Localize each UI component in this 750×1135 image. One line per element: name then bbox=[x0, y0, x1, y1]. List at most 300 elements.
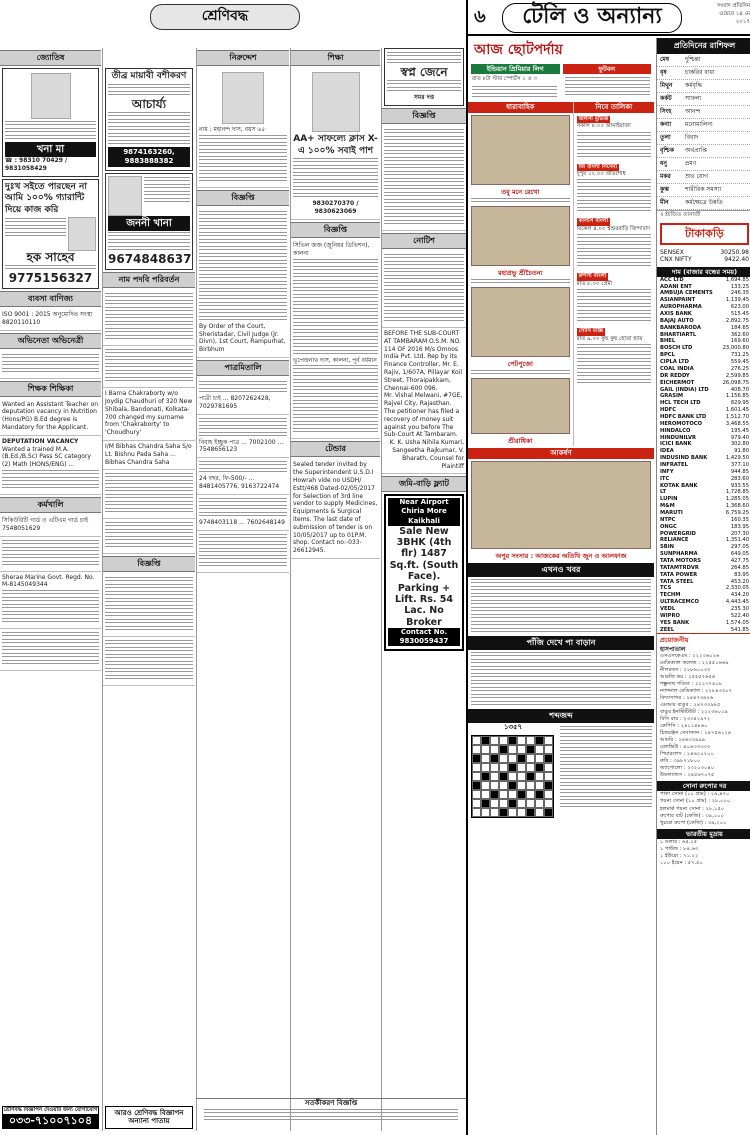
stock-price: 297.05 bbox=[730, 544, 749, 551]
stock-row bbox=[657, 448, 750, 455]
helpline-row: রুবি : ৩৯৮৭১৮০০ bbox=[660, 758, 701, 765]
currency-rate-row: ১ ইউরো : ৭১.২২ bbox=[660, 852, 699, 859]
serials-bar: ধারাবাহিক bbox=[468, 102, 573, 113]
stock-row bbox=[657, 496, 750, 503]
currency-rate-row: ১০০ ইয়েন : ৫৭.৫০ bbox=[660, 859, 703, 866]
matrimony-ad-1-text: পাত্রী চাই ... 8207262428, 7029781695 bbox=[199, 394, 271, 410]
serial-caption-4: শ্রীরাধিকা bbox=[508, 437, 533, 446]
legal-notice-ad-1[interactable] bbox=[382, 251, 466, 328]
helpline-row: বিদ্যাসাগর : ২৪৪৭৩৬২৬ bbox=[660, 695, 714, 702]
stock-price: 377.10 bbox=[730, 461, 749, 468]
name-change-ad-4[interactable]: I/M Bibhas Chandra Saha S/o Lt. Bishnu Pada Saha ... Bibhas Chandra Saha bbox=[103, 441, 195, 470]
helpline-row: অ্যাপোলো : ২৩২০৩০৪০ bbox=[660, 765, 715, 772]
stock-price: 1,574.05 bbox=[725, 619, 749, 626]
education-phone: 9830270370 / 9830623069 bbox=[312, 200, 359, 216]
tele-section bbox=[466, 0, 750, 1135]
stock-price: 169.60 bbox=[730, 338, 749, 345]
film-listing-4 bbox=[574, 270, 654, 325]
helpline-row: বিসি রায় : ২৩৩৪২৯৭২ bbox=[660, 716, 711, 723]
crossword-grid[interactable] bbox=[471, 735, 554, 818]
kalna-notice[interactable] bbox=[291, 240, 380, 439]
sign-name: কুম্ভ bbox=[660, 186, 669, 194]
stock-price: 1,601.45 bbox=[725, 407, 749, 414]
stock-price: 979.40 bbox=[730, 434, 749, 441]
contact-box-phone: ০৩৩-৭১০০৭১০৪ bbox=[3, 1114, 98, 1128]
stock-row bbox=[657, 524, 750, 531]
stock-row bbox=[657, 284, 750, 291]
currency-rate-row: ১ ডলার : ৬৫.১৫ bbox=[660, 838, 698, 845]
news-head: এখনও খবর bbox=[468, 563, 654, 577]
teacher-ad-1[interactable]: Wanted an Assistant Teacher on deputation vacancy in Nutrition (Hons/PG) B.Ed degree is Mandatory for the Applicant. bbox=[0, 399, 101, 436]
sports-strip bbox=[468, 64, 654, 74]
phone-list bbox=[657, 653, 750, 779]
actors-ad[interactable] bbox=[0, 351, 101, 379]
stock-row bbox=[657, 455, 750, 462]
category-missing: নিরুদ্দেশ bbox=[197, 50, 289, 66]
janani-name: জননী খানা bbox=[108, 216, 190, 231]
stock-name: AUROPHARMA bbox=[660, 304, 702, 311]
helpline-row: আরজি কর : ২৫৫৫৭৬৫৬ bbox=[660, 674, 716, 681]
matrimony-ad-4[interactable] bbox=[197, 495, 289, 531]
stock-name: HCL TECH LTD bbox=[660, 400, 701, 407]
stock-row bbox=[657, 373, 750, 380]
film-listing-2 bbox=[574, 161, 654, 216]
sign-name: বৃষ bbox=[660, 69, 667, 77]
stock-price: 362.60 bbox=[730, 331, 749, 338]
stock-row bbox=[657, 277, 750, 284]
sign-name: মেষ bbox=[660, 56, 670, 64]
education-ad[interactable] bbox=[291, 68, 380, 220]
stock-price: 731.25 bbox=[730, 352, 749, 359]
classifieds-banner: শ্রেণিবদ্ধ bbox=[150, 4, 300, 30]
category-legal-notice: নোটিশ bbox=[382, 233, 466, 249]
stock-price: 1,512.70 bbox=[725, 413, 749, 420]
ad-line-3: দিয়ে কাজ করি bbox=[5, 204, 59, 215]
stock-price: 91.80 bbox=[734, 448, 749, 455]
dream-ad[interactable] bbox=[384, 48, 464, 106]
missing-person-name: নাম : মহানন্দ দাস, বয়স ৬৫ bbox=[199, 126, 266, 133]
horoscope-row bbox=[657, 171, 750, 184]
page-title: টেলি ও অন্যান্য bbox=[502, 3, 682, 33]
stock-name: TATA MOTORS bbox=[660, 557, 701, 564]
dream-ad-title: স্বপ্ন জেনে bbox=[400, 65, 448, 79]
stock-price: 434.20 bbox=[730, 592, 749, 599]
sign-prediction: শারীরিক সমস্যা bbox=[685, 186, 722, 194]
stock-name: INFY bbox=[660, 468, 674, 475]
stock-name: ULTRACEMCO bbox=[660, 599, 699, 606]
helpline-row: আমরি : ২৪৬৩৩৯৯৯ bbox=[660, 737, 706, 744]
matrimony-ad-2-text: বিবাহ ইচ্ছুক পাত্র ... 7002100 ... 7548656123 bbox=[199, 438, 284, 454]
haq-saheb-photo bbox=[68, 217, 96, 251]
ad-line-1: দুঃখ সইতে পারছেন না bbox=[5, 181, 87, 192]
stock-name: TECHM bbox=[660, 592, 681, 599]
stock-row bbox=[657, 558, 750, 565]
stock-price: 829.95 bbox=[730, 400, 749, 407]
stock-row bbox=[657, 579, 750, 586]
category-name-change: নাম পদবি পরিবর্তন bbox=[103, 272, 195, 288]
stock-row bbox=[657, 489, 750, 496]
stock-name: HDFC BANK LTD bbox=[660, 413, 707, 420]
stock-name: ADANI ENT bbox=[660, 283, 692, 290]
tender-ad[interactable]: Sealed tender invited by the Superintendent U.S.D.I Howrah vide no USDH/ Estt/468 Dated-02/05/2017 for Selection of 3rd line vendor to supply Medicines, Equipments & Surgical items. The last date of submission of tender is on 10/05/2017 up to 01P.M. shop. Contact no:-033-26612945. bbox=[291, 459, 380, 559]
stock-row bbox=[657, 613, 750, 620]
helpline-row: এমআর বাঙুর : ২৪৭৩৩৯৮৫ bbox=[660, 702, 721, 709]
notice-ad-1[interactable] bbox=[103, 574, 195, 637]
deputation-body: Wanted a trained M.A.(B.Ed./B.Sc) Pass SC category (2) Math (HONS/ENG) ... bbox=[2, 445, 91, 469]
sign-prediction: সাফল্য bbox=[685, 95, 702, 103]
page-number: ৬ bbox=[474, 6, 486, 27]
masthead bbox=[690, 3, 750, 27]
category-notice-2: বিজ্ঞপ্তি bbox=[103, 556, 195, 572]
classified-contact-box[interactable] bbox=[2, 1106, 99, 1129]
haq-saheb-ad[interactable] bbox=[2, 179, 99, 289]
horoscope-row bbox=[657, 54, 750, 67]
category-notice-4: বিজ্ঞপ্তি bbox=[291, 222, 380, 238]
stock-name: GRASIM bbox=[660, 393, 684, 400]
stock-row bbox=[657, 290, 750, 297]
stock-row bbox=[657, 537, 750, 544]
almanac-body bbox=[468, 650, 654, 709]
film-time-5: রাত ৯.০০ কুছ কুছ হোতা হ্যায় bbox=[576, 335, 643, 342]
classified-column-4 bbox=[290, 48, 380, 1131]
stock-price: 1,156.85 bbox=[725, 393, 749, 400]
job-ad-2[interactable] bbox=[0, 537, 101, 572]
stock-name: POWERGRID bbox=[660, 530, 696, 537]
stock-name: HEROMOTOCO bbox=[660, 420, 703, 427]
stock-name: IDEA bbox=[660, 448, 674, 455]
helpline-row: পিয়ারলেস : ২৪৬২০২০০ bbox=[660, 751, 714, 758]
stock-price: 1,285.05 bbox=[725, 496, 749, 503]
stock-price: 235.30 bbox=[730, 606, 749, 612]
stock-price: 264.85 bbox=[730, 564, 749, 571]
stock-row bbox=[657, 325, 750, 332]
stock-price: 6,759.25 bbox=[725, 509, 749, 516]
janani-photo bbox=[108, 176, 142, 216]
stock-name: BPCL bbox=[660, 352, 675, 359]
helpline-row: মেডিক্যাল কলেজ : ২২৫৫১৬৬৯ bbox=[660, 660, 729, 667]
notice-5-ad-1[interactable] bbox=[382, 126, 466, 231]
classified-column-5 bbox=[381, 48, 466, 1131]
job-ad-4[interactable] bbox=[0, 629, 101, 671]
stock-row bbox=[657, 517, 750, 524]
horoscope-row bbox=[657, 93, 750, 106]
stock-row bbox=[657, 338, 750, 345]
stock-name: HINDUNILVR bbox=[660, 434, 697, 441]
stock-price: 283.60 bbox=[730, 475, 749, 482]
gold-list bbox=[657, 791, 750, 826]
horoscope-row bbox=[657, 184, 750, 197]
flat-sale-contact: Contact No. 9830059437 bbox=[388, 628, 460, 646]
stock-price: 83.95 bbox=[734, 571, 749, 578]
stock-row bbox=[657, 441, 750, 448]
stock-row bbox=[657, 407, 750, 414]
stock-row bbox=[657, 297, 750, 304]
currency-head: ভারতীয় মুদ্রায় bbox=[657, 829, 750, 839]
stock-price: 184.65 bbox=[730, 324, 749, 331]
stock-price: 1,429.50 bbox=[725, 455, 749, 462]
serial-still-2 bbox=[471, 206, 570, 266]
warning-notice bbox=[196, 1098, 466, 1123]
helpline-row: চিত্তরঞ্জন সেবাসদন : ২৪৭৫৬১২৪ bbox=[660, 730, 732, 737]
sign-name: তুলা bbox=[660, 134, 671, 142]
acharya-ad[interactable] bbox=[105, 68, 193, 171]
film-list-bar: নিবে তালিকা bbox=[574, 102, 654, 113]
more-classifieds-note: আরও শ্রেণিবদ্ধ বিজ্ঞাপন অন্যান্য পাতায় bbox=[105, 1106, 193, 1130]
almanac-head: পাঁজি দেখে পা বাড়ান bbox=[468, 636, 654, 650]
attraction-caption: অপুর সংসার : আজকের অতিথি জুন ও আলফাজ bbox=[495, 552, 627, 561]
stock-row bbox=[657, 565, 750, 572]
teacher-ad-2[interactable] bbox=[0, 436, 101, 495]
market-head: দাম (বাজার বন্ধের সময়) bbox=[657, 267, 750, 277]
stock-row bbox=[657, 304, 750, 311]
business-ad[interactable]: ISO 9001 : 2015 অনুমোদিত সংস্থা 8820110110 bbox=[0, 309, 101, 331]
stock-name: ONGC bbox=[660, 523, 677, 530]
stock-name: MARUTI bbox=[660, 509, 683, 516]
stock-name: HINDALCO bbox=[660, 427, 691, 434]
horoscope-row bbox=[657, 119, 750, 132]
stock-price: 207.30 bbox=[730, 530, 749, 537]
stock-name: LT bbox=[660, 489, 666, 496]
acharya-name: আচার্য্য bbox=[131, 96, 167, 111]
helpline-row: নীলরতন : ২২৮৬০০৩৩ bbox=[660, 667, 711, 674]
stock-row bbox=[657, 510, 750, 517]
horoscope-row bbox=[657, 67, 750, 80]
attraction-bar: আকর্ষণ bbox=[468, 448, 654, 459]
name-change-ad-5[interactable] bbox=[103, 470, 195, 519]
sign-prediction: কর্মক্ষেত্রে উন্নতি bbox=[685, 199, 723, 207]
missing-person-ad[interactable] bbox=[197, 68, 289, 188]
stock-name: EICHERMOT bbox=[660, 379, 695, 386]
sign-name: মকর bbox=[660, 173, 671, 181]
stock-name: TATAMTRDVR bbox=[660, 564, 699, 571]
stock-name: VEDL bbox=[660, 606, 676, 612]
sign-prediction: মনোমালিন্য bbox=[685, 121, 713, 129]
notice-ad-2[interactable] bbox=[103, 637, 195, 686]
helpline-head: প্রয়োজনীয় bbox=[657, 633, 750, 645]
stock-price: 649.05 bbox=[730, 551, 749, 558]
classified-column-1 bbox=[0, 48, 101, 1131]
serial-still-1 bbox=[471, 115, 570, 185]
gold-rate-row: খুচরো রুপো (কেজি) : ৩৯,২০০ bbox=[660, 819, 727, 826]
stock-price: 246.35 bbox=[730, 290, 749, 297]
job-ad-3[interactable] bbox=[0, 572, 101, 630]
gold-head: সোনা রুপোর দর bbox=[657, 781, 750, 791]
warning-notice-title: সতর্কীকরণ বিজ্ঞপ্তি bbox=[304, 1099, 358, 1107]
stock-row bbox=[657, 393, 750, 400]
stock-row bbox=[657, 476, 750, 483]
stock-name: ASIANPAINT bbox=[660, 297, 696, 304]
horoscope-row bbox=[657, 106, 750, 119]
category-property: জমি-বাড়ি ফ্ল্যাট bbox=[382, 476, 466, 492]
stock-name: ICICI BANK bbox=[660, 441, 692, 448]
missing-person-photo bbox=[222, 72, 264, 124]
janani-ad[interactable] bbox=[105, 173, 193, 270]
horoscope-list bbox=[657, 54, 750, 211]
teacher-photo bbox=[312, 72, 360, 132]
stock-name: BHARTIARTL bbox=[660, 331, 697, 338]
stock-name: ZEEL bbox=[660, 626, 675, 633]
stock-name: HDFC bbox=[660, 407, 676, 414]
stock-name: BHEL bbox=[660, 338, 676, 345]
stock-name: ACC LTD bbox=[660, 276, 684, 283]
stock-price: 1,351.40 bbox=[725, 537, 749, 544]
astrologer-name: খনা মা bbox=[5, 142, 96, 157]
category-jobs: কর্মখালি bbox=[0, 497, 101, 513]
stock-row bbox=[657, 352, 750, 359]
stock-name: DR REDDY bbox=[660, 372, 690, 379]
stock-price: 408.70 bbox=[730, 386, 749, 393]
stock-price: 427.75 bbox=[730, 557, 749, 564]
stock-row bbox=[657, 435, 750, 442]
sign-name: ধনু bbox=[660, 160, 667, 168]
court-notice-ad[interactable] bbox=[197, 208, 289, 358]
horoscope-row bbox=[657, 158, 750, 171]
tv-head: আজ ছোটপর্দায় bbox=[474, 42, 563, 58]
sign-name: কন্যা bbox=[660, 121, 672, 129]
nifty-value: 9422.40 bbox=[724, 256, 749, 264]
matrimony-ad-3-text: 24 বছর, ফি-500/- ... 8481405776, 9163722474 bbox=[199, 475, 280, 490]
stock-price: 559.45 bbox=[730, 359, 749, 366]
stock-row bbox=[657, 318, 750, 325]
haq-saheb-name: হক সাহেব bbox=[26, 249, 75, 264]
stock-price: 133.25 bbox=[730, 283, 749, 290]
sign-prediction: বিবাদ bbox=[685, 134, 699, 142]
stock-name: SBIN bbox=[660, 544, 674, 551]
helpline-row: এসএসকেএম : ২২২৩৬০২৬ bbox=[660, 653, 720, 660]
tambaram-court-notice[interactable] bbox=[382, 328, 466, 474]
flat-sale-ad[interactable] bbox=[384, 494, 464, 651]
tambaram-notice-head: BEFORE THE SUB-COURT AT TAMBARAM O.S.M. NO. 114 OF 2016 M/s Omnos India Pvt. Ltd. Rep by its Finance Controller, Mr. E. Rajiv, 1/607A, Pillayar Koil Street, Thoraipakkam, Chennai-600 096. bbox=[384, 329, 463, 392]
horoscope-row bbox=[657, 132, 750, 145]
matrimony-ad-3[interactable] bbox=[197, 458, 289, 495]
tv-column bbox=[468, 38, 654, 1135]
deputation-title: DEPUTATION VACANCY bbox=[2, 437, 79, 445]
stock-price: 522.40 bbox=[730, 612, 749, 619]
matrimony-ad-4-text: 9748403118 ... 7602648149 bbox=[199, 518, 285, 526]
masthead-date: ওয়েবে ১৪ মে bbox=[719, 10, 750, 17]
ipl-chip: ইন্ডিয়ান প্রিমিয়ার লিগ bbox=[471, 64, 560, 74]
stock-row bbox=[657, 366, 750, 373]
stock-name: LUPIN bbox=[660, 496, 678, 503]
sensex-value: 30250.98 bbox=[720, 248, 749, 256]
sign-prediction: আনন্দ bbox=[685, 108, 701, 116]
stock-row bbox=[657, 462, 750, 469]
stock-row bbox=[657, 421, 750, 428]
helpline-row: উডল্যান্ডস : ২৪৫৬৭০৭৫ bbox=[660, 772, 715, 779]
serial-caption-2: মহাপ্রভু শ্রীচৈতন্য bbox=[498, 268, 543, 277]
stock-price: 3,468.55 bbox=[725, 420, 749, 427]
stock-name: BOSCH LTD bbox=[660, 345, 693, 352]
attraction-still bbox=[471, 461, 651, 549]
stock-row bbox=[657, 620, 750, 627]
sensex-label: SENSEX bbox=[660, 248, 684, 256]
name-change-ad-3[interactable]: I Barna Chakraborty w/o Joydip Chaudhuri of 320 New Shibala, Bandonati, Kolkata-700 changed my surname from 'Chakraborty' to 'Choudhury' bbox=[103, 388, 195, 441]
matrimony-ad-2[interactable] bbox=[197, 415, 289, 459]
stock-price: 2,330.05 bbox=[725, 585, 749, 592]
category-actors: অভিনেতা অভিনেত্রী bbox=[0, 333, 101, 349]
stock-row bbox=[657, 400, 750, 407]
category-teachers: শিক্ষক শিক্ষিকা bbox=[0, 381, 101, 397]
name-change-ad-6[interactable] bbox=[103, 519, 195, 554]
film-listing-3 bbox=[574, 215, 654, 270]
name-change-ad-1[interactable] bbox=[103, 290, 195, 346]
gold-rate-row: রুপোর বাট (কেজি) : ৩৯,১০০ bbox=[660, 812, 724, 819]
matrimony-ad-5[interactable] bbox=[197, 531, 289, 573]
astrology-ad[interactable] bbox=[2, 68, 99, 177]
matrimony-ad-1[interactable] bbox=[197, 378, 289, 415]
film-time-2: দুপুর ১২.০০ প্রতিশোধ bbox=[576, 171, 626, 178]
ipl-blurb: রাত ৮টা স্টার স্পোর্টস ১ ও ৩ bbox=[472, 75, 537, 82]
category-notice-3: বিজ্ঞপ্তি bbox=[197, 190, 289, 206]
name-change-ad-2[interactable] bbox=[103, 346, 195, 388]
market-indices bbox=[657, 248, 750, 265]
film-channel-5: সোনি ম্যাক্স bbox=[578, 328, 604, 335]
stock-name: TCS bbox=[660, 585, 672, 592]
stock-name: SUNPHARMA bbox=[660, 551, 698, 558]
stock-name: BAJAJ AUTO bbox=[660, 317, 694, 324]
stock-name: INFRATEL bbox=[660, 461, 688, 468]
stock-name: AMBUJA CEMENTS bbox=[660, 290, 713, 297]
ad-line-2: আমি ১০০% গ্যারান্টি bbox=[5, 193, 85, 204]
job-ad-1[interactable]: সিকিউরিটি গার্ড ও এটিএম গার্ড চাই 7548051629 bbox=[0, 515, 101, 537]
news-body bbox=[468, 577, 654, 636]
serial-caption-1: তবু মনে রেখো bbox=[501, 187, 540, 196]
sign-prediction: শুভ যোগ bbox=[685, 173, 709, 181]
astrologer-photo bbox=[31, 73, 71, 119]
stock-row bbox=[657, 483, 750, 490]
classified-column-3 bbox=[196, 48, 289, 1131]
sherae-marine: Sherae Marine Govt. Regd. No. M-8145049344 bbox=[2, 573, 95, 589]
stock-row bbox=[657, 503, 750, 510]
stock-row bbox=[657, 572, 750, 579]
stock-price: 944.85 bbox=[730, 468, 749, 475]
stock-row bbox=[657, 531, 750, 538]
stock-price: 276.25 bbox=[730, 365, 749, 372]
stock-price: 4,443.45 bbox=[725, 599, 749, 606]
film-channel-2: জি বাংলা সিনেমা bbox=[578, 163, 617, 170]
nifty-label: CNX NIFTY bbox=[660, 256, 692, 264]
masthead-year: ২০১৭ bbox=[735, 18, 750, 25]
stock-price: 2,892.75 bbox=[725, 317, 749, 324]
stock-name: BANKBARODA bbox=[660, 324, 702, 331]
hospital-subhead: হাসপাতাল bbox=[660, 645, 686, 653]
stock-price: 1,368.60 bbox=[725, 503, 749, 510]
horoscope-row bbox=[657, 80, 750, 93]
stock-row bbox=[657, 387, 750, 394]
sign-prediction: ভ্রমণ bbox=[685, 160, 697, 168]
category-matrimony: পাত্রমিতালি bbox=[197, 360, 289, 376]
category-education: শিক্ষা bbox=[291, 50, 380, 66]
sign-name: মীন bbox=[660, 199, 669, 207]
stock-price: 183.95 bbox=[730, 523, 749, 530]
helpline-row: ন্যাশনাল মেডিক্যাল : ২২৮৪৩৩০৭ bbox=[660, 688, 733, 695]
stock-name: YES BANK bbox=[660, 619, 690, 626]
stock-name: TATA STEEL bbox=[660, 578, 694, 585]
page-header bbox=[468, 0, 750, 36]
sign-name: কর্কট bbox=[660, 95, 672, 103]
acharya-head: তীব্র মায়াবী বশীকরণ bbox=[111, 71, 187, 81]
stock-row bbox=[657, 311, 750, 318]
stock-price: 453.20 bbox=[730, 578, 749, 585]
film-listing-5 bbox=[574, 325, 654, 387]
stock-row bbox=[657, 414, 750, 421]
helpline-row: শম্ভুনাথ পণ্ডিত : ২২২৩৭৪০৮ bbox=[660, 681, 723, 688]
category-astrology: জ্যোতিষ bbox=[0, 50, 101, 66]
kalna-notice-head: সিভিল জজ (জুনিয়র ডিভিশন), কালনা bbox=[293, 241, 370, 257]
tambaram-notice-body: Mr. Vishal Melwani, #7GE, Rajvel City, Rajasthan. The petitioner has filed a recovery of money suit against you before The Sub-Court At Tambaram. bbox=[384, 392, 463, 439]
horoscope-byline: ॥ শ্রীজিত ব্যানার্জী bbox=[660, 212, 701, 218]
sign-prediction: দুশ্চিন্তা bbox=[685, 56, 701, 64]
